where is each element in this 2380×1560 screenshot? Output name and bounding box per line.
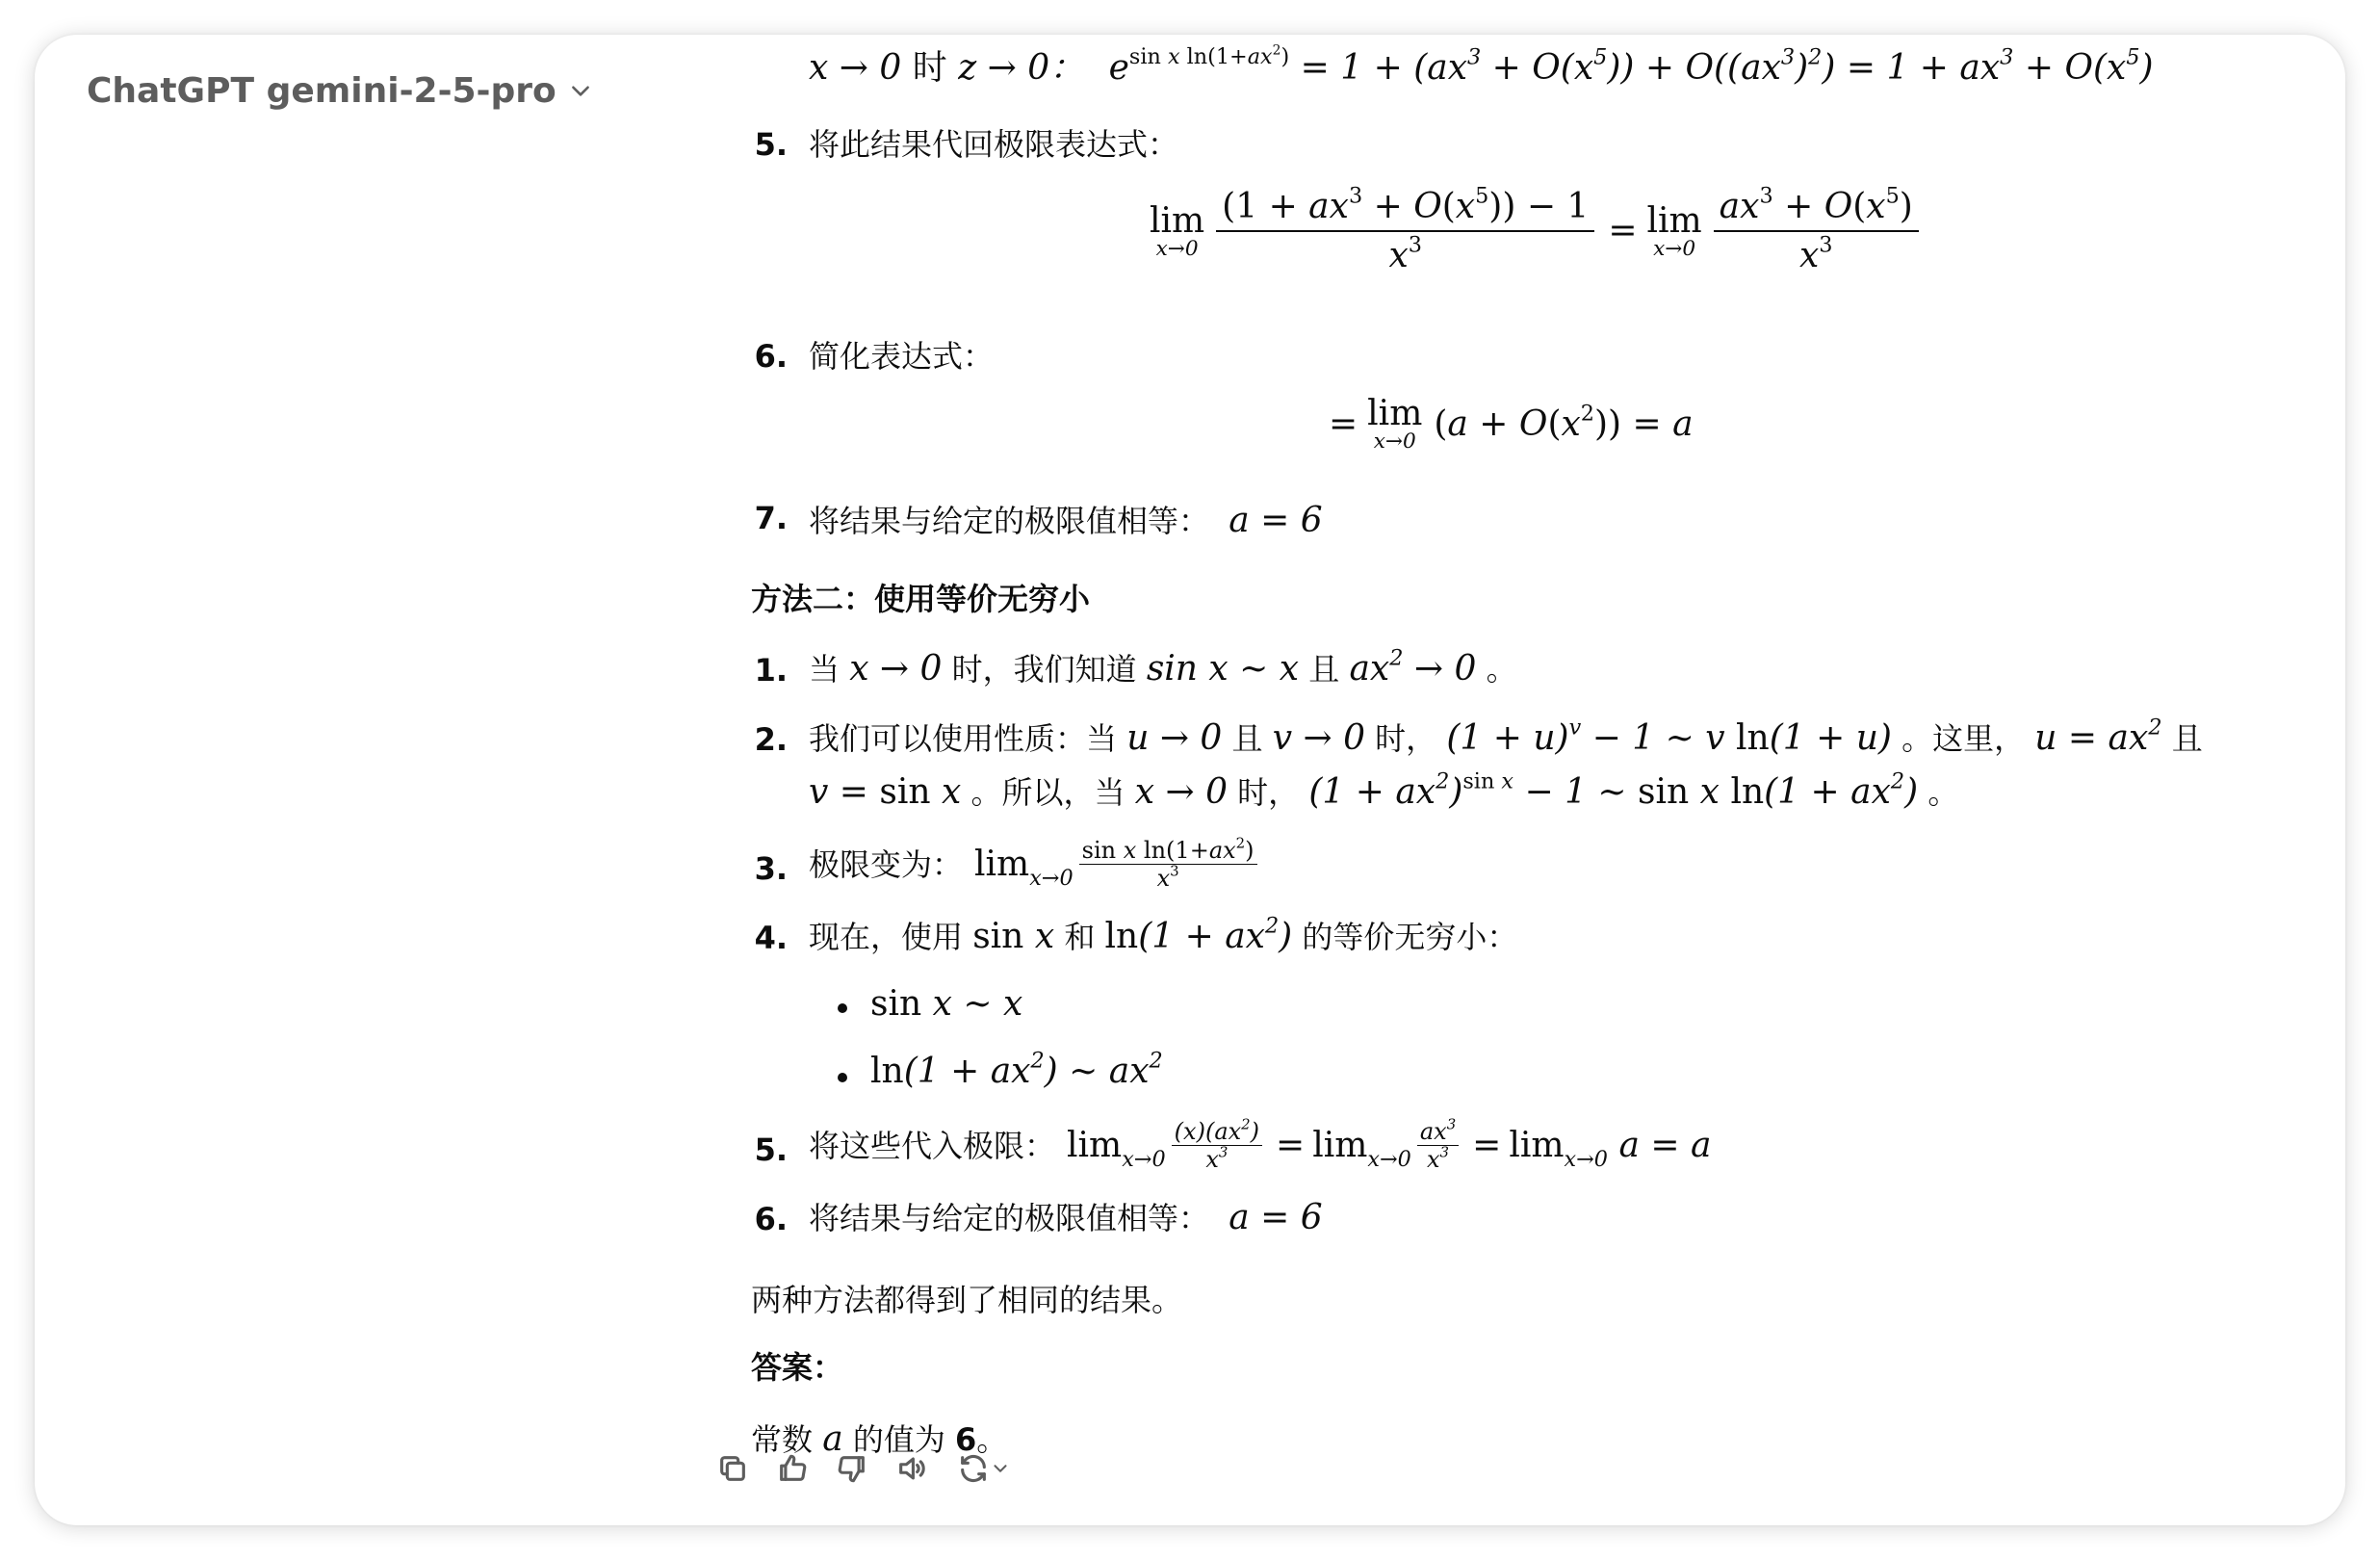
copy-icon bbox=[716, 1452, 749, 1485]
message-actions bbox=[714, 1450, 1015, 1487]
good-response-button[interactable] bbox=[774, 1450, 811, 1487]
section-heading: 方法二：使用等价无穷小 bbox=[751, 581, 1091, 617]
copy-button[interactable] bbox=[714, 1450, 751, 1487]
list-number: 5. bbox=[754, 126, 788, 163]
read-aloud-icon bbox=[895, 1452, 928, 1485]
math-inline: z → 0： bbox=[958, 48, 1085, 88]
list-number: 5. bbox=[754, 1131, 788, 1168]
chevron-down-icon bbox=[568, 78, 593, 103]
list-item-text: 当 x → 0 时，我们知道 sin x ∼ x 且 $ax^2 \to 0$ 。 bbox=[809, 645, 1517, 689]
list-number: 7. bbox=[754, 500, 788, 536]
text-inline: 时 bbox=[912, 48, 947, 88]
list-number: 4. bbox=[754, 920, 788, 956]
model-selector[interactable] bbox=[87, 60, 593, 121]
expansion-line bbox=[809, 42, 2154, 94]
regenerate-icon bbox=[957, 1452, 990, 1485]
list-item-text: 极限变为： $\lim_{x\to 0}$ sin x $\ln(1+ax^2)$ $x^3$ bbox=[809, 838, 1263, 892]
thumbs-down-icon bbox=[836, 1452, 868, 1485]
bullet-item: sin x ∼ x bbox=[870, 984, 1023, 1024]
list-item-text-cont: v = sin x 。所以，当 x → 0 时， $(1 + ax^2)^{sin x} - 1$ ∼ sin x $\ln(1 + ax^2)$ 。 bbox=[809, 768, 1959, 812]
expansion-formula: $e^{sin x ln(1+ax^2)} = 1 + (ax^3 + O(x^5)) + O((ax^3)^2) = 1 + ax^3 + O(x^5)$ bbox=[1108, 42, 2154, 88]
list-number: 2. bbox=[754, 721, 788, 758]
list-number: 6. bbox=[754, 1201, 788, 1237]
math-inline: x → 0 bbox=[809, 48, 902, 88]
list-item-text: 我们可以使用性质：当 u → 0 且 v → 0 时， $(1 + u)^v - 1$ ∼ v ln(1 + u) 。这里， $u = ax^2$ 且 bbox=[809, 715, 2203, 758]
math-inline: a = 6 bbox=[1229, 501, 1323, 540]
chat-window bbox=[35, 35, 2345, 1525]
answer-label: 答案： bbox=[751, 1349, 844, 1386]
conclusion-text: 两种方法都得到了相同的结果。 bbox=[751, 1282, 1183, 1318]
bullet-dot bbox=[838, 1073, 847, 1082]
list-number: 6. bbox=[754, 338, 788, 375]
list-item-text: 将结果与给定的极限值相等： a = 6 bbox=[809, 1198, 1323, 1237]
chevron-down-icon bbox=[990, 1458, 1011, 1479]
regenerate-button[interactable] bbox=[953, 1450, 1015, 1487]
list-number: 3. bbox=[754, 850, 788, 887]
answer-text: 常数 a 的值为 6。 bbox=[751, 1419, 1008, 1459]
display-formula-2: = lim x→0 $(a + O(x^2)) = a$ bbox=[1329, 394, 1694, 454]
list-item-text: 将这些代入极限： $\lim_{x\to 0}$ $\frac{(x)(ax^2)}{x^3}$ = $\lim_{x\to 0}$ $\frac{ax^3}{x^3}$ = $\lim_{x\to 0} a = a$ bbox=[809, 1115, 1712, 1174]
model-name: ChatGPT gemini-2-5-pro bbox=[87, 70, 556, 111]
bad-response-button[interactable] bbox=[834, 1450, 870, 1487]
list-item-text: 简化表达式： bbox=[809, 338, 995, 375]
list-item-text: 现在，使用 sin x 和 $\ln(1 + ax^2)$ 的等价无穷小： bbox=[809, 913, 1518, 956]
bullet-dot bbox=[838, 1003, 847, 1013]
list-number: 1. bbox=[754, 652, 788, 689]
bullet-item: $\ln(1 + ax^2)$ ∼ $ax^2$ bbox=[870, 1048, 1163, 1091]
read-aloud-button[interactable] bbox=[893, 1450, 930, 1487]
thumbs-up-icon bbox=[776, 1452, 809, 1485]
list-item-text: 将此结果代回极限表达式： bbox=[809, 126, 1179, 163]
list-item-text: 将结果与给定的极限值相等： a = 6 bbox=[809, 501, 1323, 540]
display-formula-1: lim x→0 $\frac{(1 + ax^3 + O(x^5)) - 1}{x^3}$ = lim x→0 $\frac{ax^3 + O(x^5)}{x^3}$ bbox=[1146, 187, 1927, 276]
